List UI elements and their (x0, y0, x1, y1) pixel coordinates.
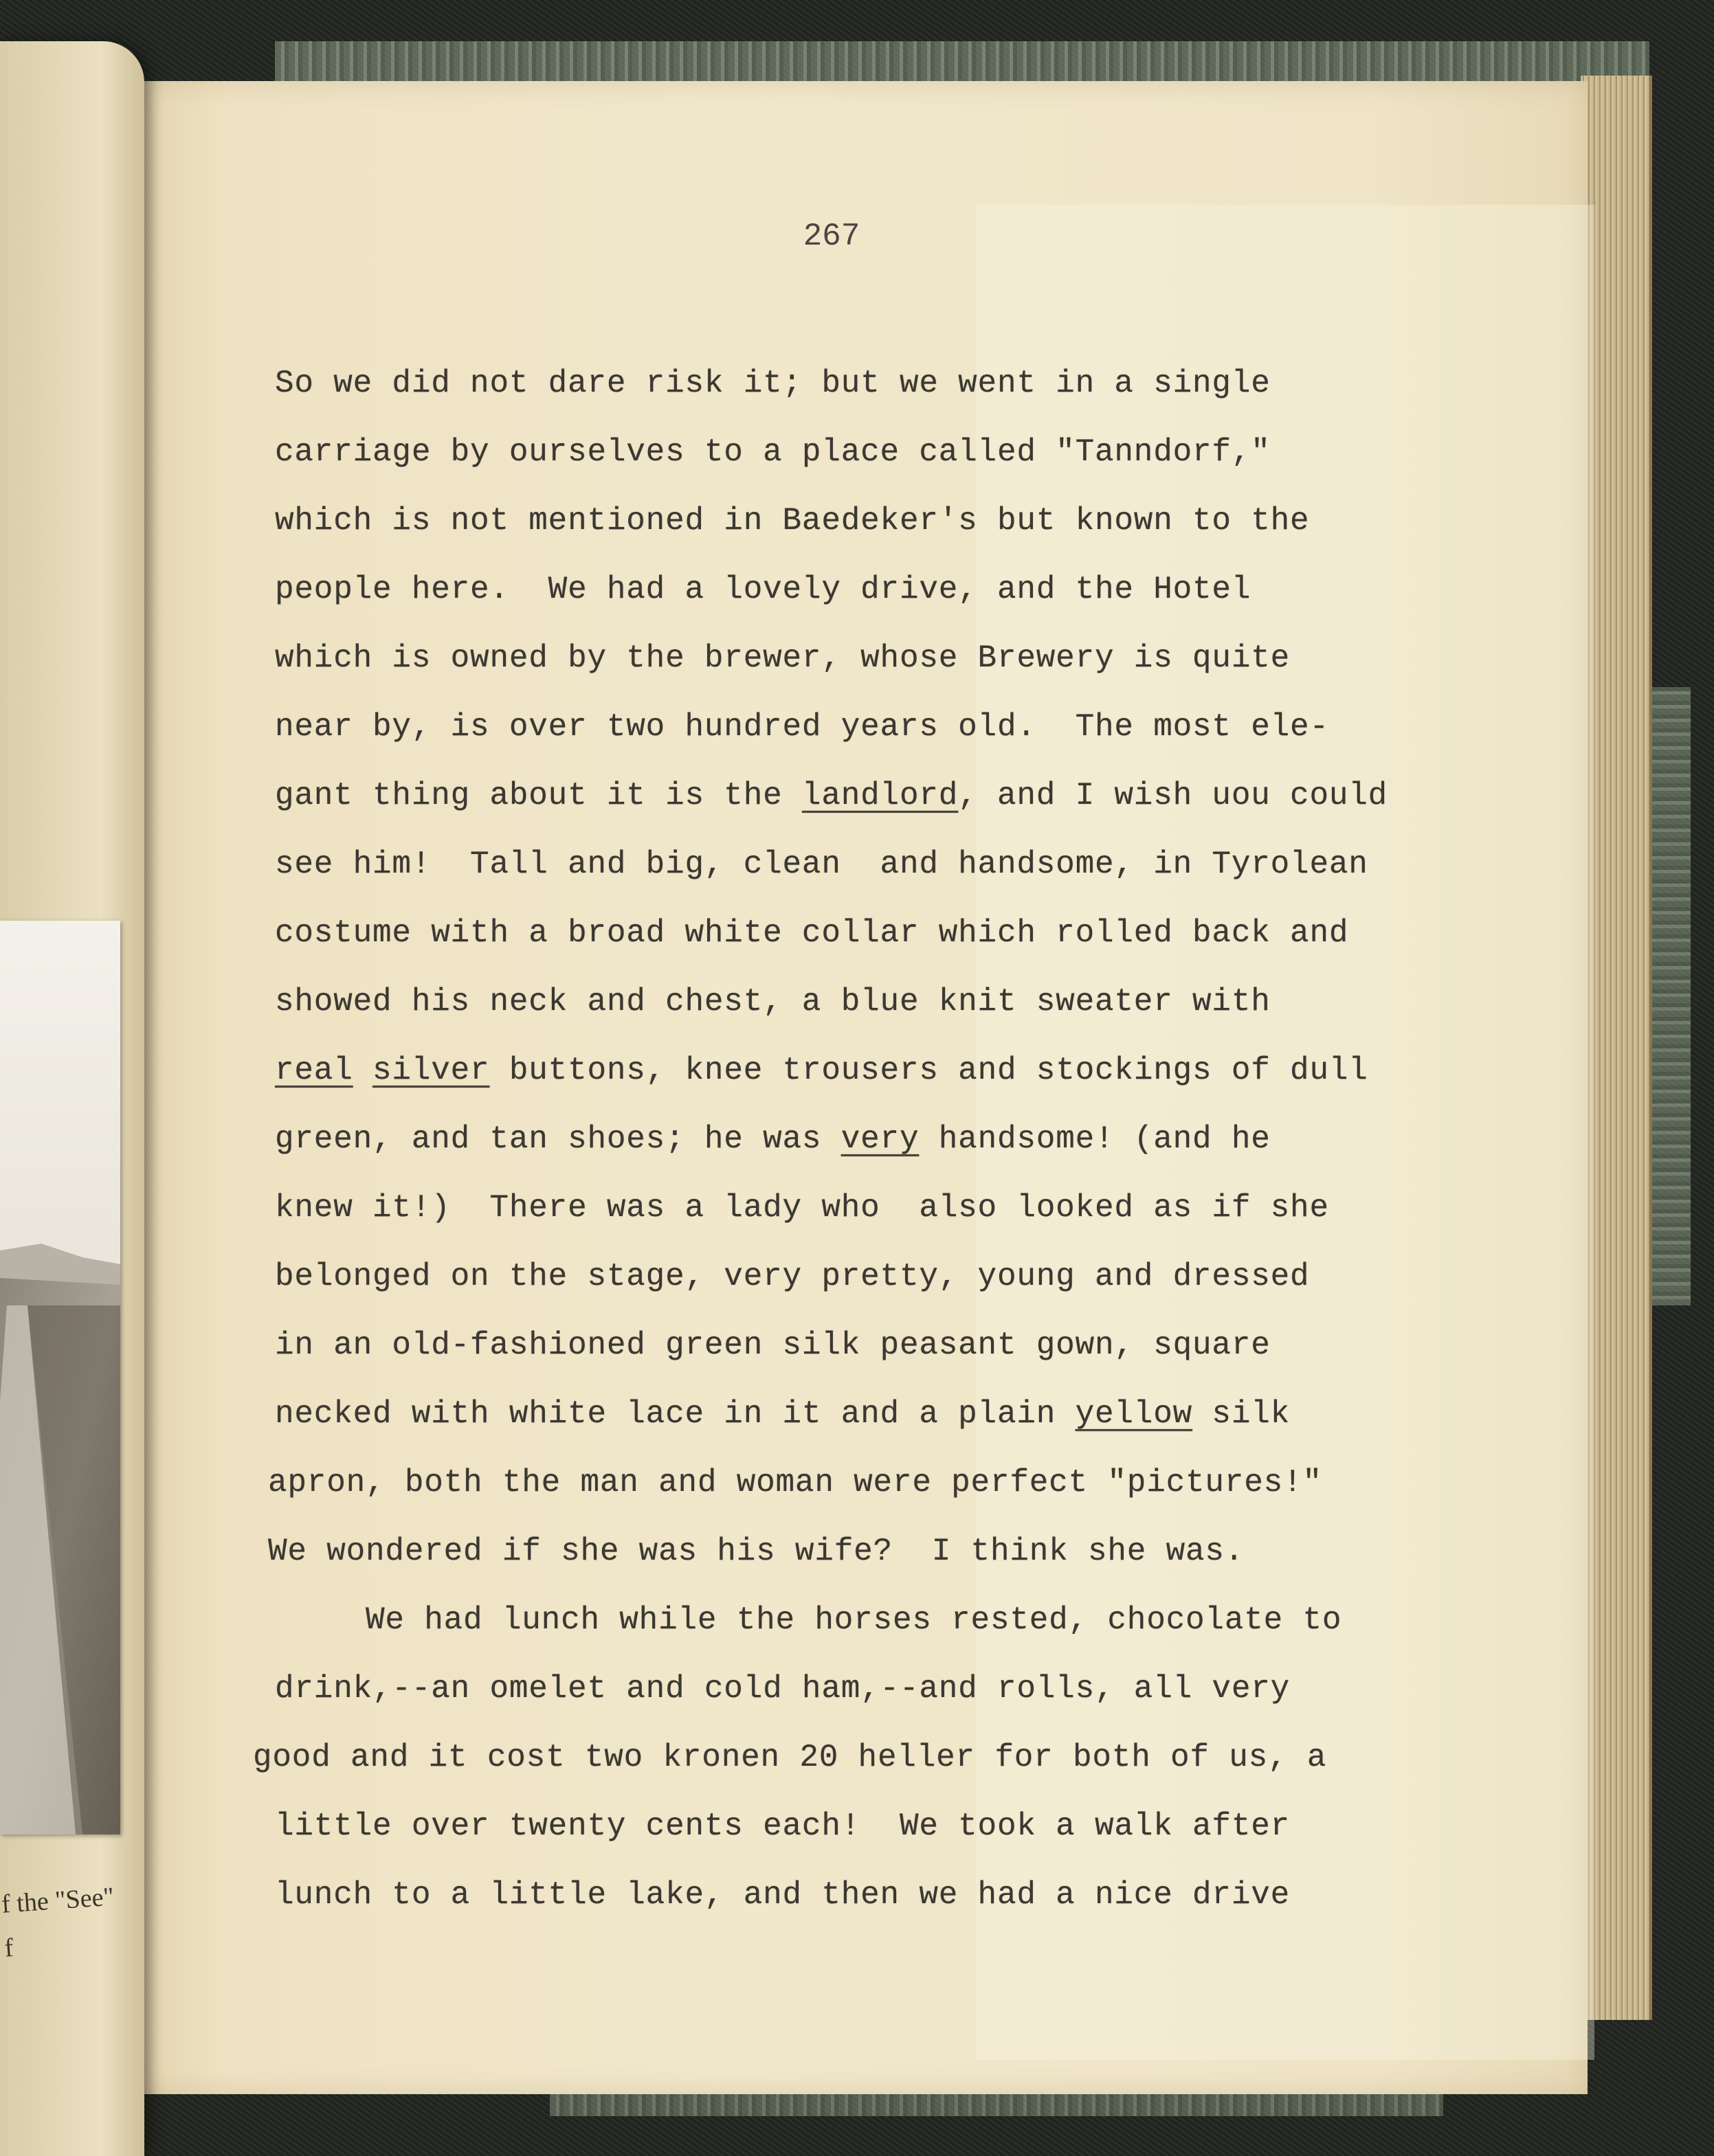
text-segment: So we did not dare risk it; but we went in a single (275, 366, 1271, 401)
text-line (275, 914, 1348, 952)
text-line (275, 1189, 1329, 1227)
text-line (275, 1257, 1309, 1296)
text-segment: knew it!) There was a lady who also looked as if she (275, 1190, 1329, 1226)
text-line (275, 1876, 1290, 1914)
text-segment: near by, is over two hundred years old. The most ele- (275, 709, 1329, 745)
photo-caption-line: f (3, 1933, 14, 1963)
page-number: 267 (803, 218, 860, 254)
text-line (275, 1051, 1368, 1090)
text-segment: good and it cost two kronen 20 heller for both of us, a (253, 1740, 1327, 1775)
text-segment: apron, both the man and woman were perfect "pictures!" (268, 1465, 1322, 1501)
text-segment: drink,--an omelet and cold ham,--and rolls, all very (275, 1671, 1291, 1707)
text-line (275, 845, 1368, 884)
underlined-word: yellow (1075, 1396, 1193, 1432)
text-segment: handsome! (and he (919, 1121, 1271, 1157)
text-line (275, 364, 1271, 403)
text-segment: people here. We had a lovely drive, and the Hotel (275, 572, 1251, 607)
text-segment: , and I wish uou could (958, 778, 1388, 813)
text-segment (353, 1053, 372, 1088)
text-segment: We had lunch while the horses rested, chocolate to (268, 1602, 1342, 1638)
text-line (275, 639, 1290, 677)
text-segment: which is not mentioned in Baedeker's but known to the (275, 503, 1310, 539)
text-line (275, 1120, 1271, 1158)
underlined-word: real (275, 1053, 353, 1088)
text-segment: belonged on the stage, very pretty, young and dressed (275, 1259, 1310, 1294)
text-line (275, 433, 1271, 471)
text-segment: gant thing about it is the (275, 778, 802, 813)
text-segment: in an old-fashioned green silk peasant gown, square (275, 1327, 1271, 1363)
text-line (268, 1532, 1244, 1571)
text-segment: little over twenty cents each! We took a walk after (275, 1808, 1291, 1844)
underlined-word: very (841, 1121, 920, 1157)
text-line (253, 1738, 1326, 1777)
text-line (275, 982, 1271, 1021)
text-line (275, 1395, 1290, 1433)
text-segment: silk (1192, 1396, 1291, 1432)
text-segment: which is owned by the brewer, whose Brewery is quite (275, 640, 1291, 676)
text-segment: see him! Tall and big, clean and handsome, in Tyrolean (275, 846, 1368, 882)
photo-caption-line: f the "See" (0, 1882, 115, 1919)
underlined-word: landlord (801, 778, 959, 813)
text-line (275, 502, 1309, 540)
text-segment: carriage by ourselves to a place called "Tanndorf," (275, 434, 1271, 470)
text-segment: We wondered if she was his wife? I think she was. (268, 1534, 1245, 1569)
text-segment: buttons, knee trousers and stockings of dull (489, 1053, 1368, 1088)
text-segment: costume with a broad white collar which rolled back and (275, 915, 1349, 951)
text-line (275, 1670, 1290, 1708)
text-line (275, 570, 1251, 609)
text-line (275, 1807, 1290, 1845)
text-segment: green, and tan shoes; he was (275, 1121, 841, 1157)
text-segment: lunch to a little lake, and then we had a nice drive (275, 1877, 1291, 1913)
text-line (268, 1601, 1342, 1639)
text-line (268, 1463, 1322, 1502)
text-segment: showed his neck and chest, a blue knit sweater with (275, 984, 1271, 1020)
text-line (275, 708, 1329, 746)
underlined-word: silver (372, 1053, 490, 1088)
text-line (275, 776, 1388, 815)
text-line (275, 1326, 1271, 1365)
text-segment: necked with white lace in it and a plain (275, 1396, 1076, 1432)
